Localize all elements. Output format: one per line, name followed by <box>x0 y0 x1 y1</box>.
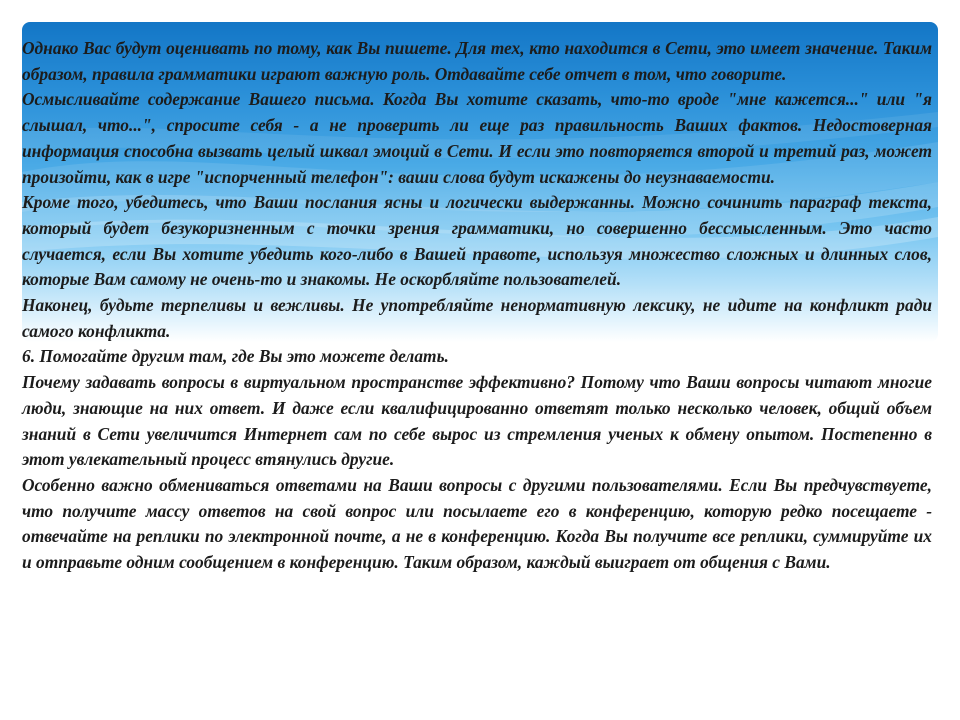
paragraph-3: Кроме того, убедитесь, что Ваши послания ясны и логически выдержанны. Можно сочинить параграф текста, который будет безукоризненным с точки зрения грамматики, но совершенно бессмысленным. Это часто случается, если Вы хотите убедить кого-либо в Вашей правоте, используя множество сложных и длинных слов, которые Вам самому не очень-то и знакомы. Не оскорбляйте пользователей. <box>22 192 932 290</box>
paragraph-1: Однако Вас будут оценивать по тому, как Вы пишете. Для тех, кто находится в Сети, это имеет значение. Таким образом, правила грамматики играют важную роль. Отдавайте себе отчет в том, что говорите. <box>22 38 932 84</box>
article-text <box>22 36 932 576</box>
paragraph-4: Наконец, будьте терпеливы и вежливы. Не употребляйте ненормативную лексику, не идите на конфликт ради самого конфликта. <box>22 295 932 341</box>
section-heading: 6. Помогайте другим там, где Вы это можете делать. <box>22 346 449 367</box>
paragraph-6: Особенно важно обмениваться ответами на Ваши вопросы с другими пользователями. Если Вы предчувствуете, что получите массу ответов на свой вопрос или посылаете его в конференцию, которую редко посещаете - отвечайте на реплики по электронной почте, а не в конференцию. Когда Вы получите все реплики, суммируйте их и отправьте одним сообщением в конференцию. Таким образом, каждый выиграет от общения с Вами. <box>22 474 932 573</box>
paragraph-2: Осмысливайте содержание Вашего письма. Когда Вы хотите сказать, что-то вроде "мне кажется..." или "я слышал, что...", спросите себя - а не проверить ли еще раз правильность Ваших фактов. Недостоверная информация способна вызвать целый шквал эмоций в Сети. И если это повторяется второй и третий раз, может произойти, как в игре "испорченный телефон": ваши слова будут искажены до неузнаваемости. <box>22 89 932 187</box>
paragraph-5: Почему задавать вопросы в виртуальном пространстве эффективно? Потому что Ваши вопросы читают многие люди, знающие на них ответ. И даже если квалифицированно ответят только несколько человек, общий объем знаний в Сети увеличится Интернет сам по себе вырос из стремления ученых к обмену опытом. Постепенно в этот увлекательный процесс втянулись другие. <box>22 372 932 470</box>
